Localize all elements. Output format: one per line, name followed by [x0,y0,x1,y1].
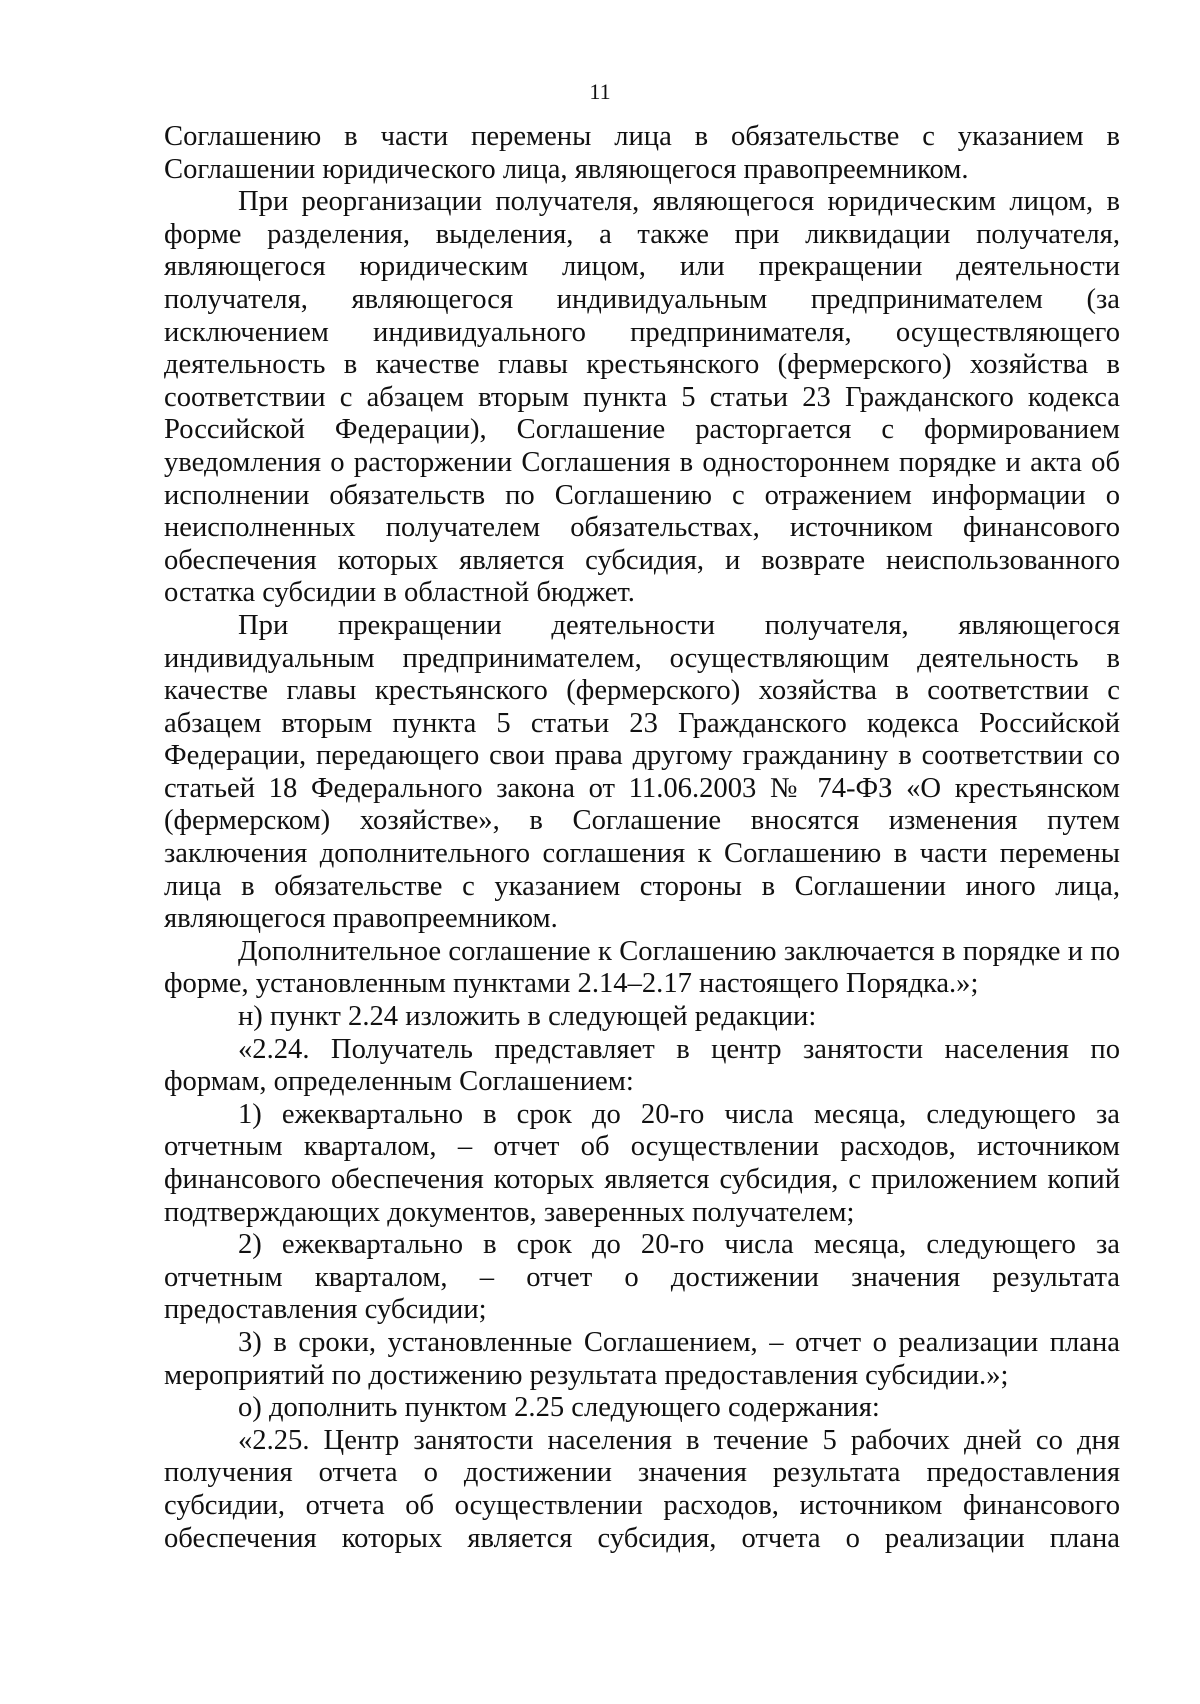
page-number: 11 [589,79,611,104]
paragraph-reorganization: При реорганизации получателя, являющегося юридическим лицом, в форме разделения, выделения, а также при ликвидации получателя, являющегося юридическим лицом, или прекращении деятельности получателя, являющегося индивидуальным предпринимателем (за исключением индивидуального предпринимателя, осуществляющего деятельность в качестве главы крестьянского (фермерского) хозяйства в соответствии с абзацем вторым пункта 5 статьи 23 Гражданского кодекса Российской Федерации), Соглашение расторгается с формированием уведомления о расторжении Соглашения в одностороннем порядке и акта об исполнении обязательств по Соглашению с отражением информации о неисполненных получателем обязательствах, источником финансового обеспечения которых является субсидия, и возврате неиспользованного остатка субсидии в областной бюджет. [164,186,1120,609]
paragraph-continuation: Соглашению в части перемены лица в обязательстве с указанием в Соглашении юридического лица, являющегося правопреемником. [164,121,1120,185]
list-item-3: 3) в сроки, установленные Соглашением, – отчет о реализации плана мероприятий по достижению результата предоставления субсидии.»; [164,1326,1120,1391]
paragraph-2-24: «2.24. Получатель представляет в центр занятости населения по формам, определенным Соглашением: [164,1033,1120,1098]
paragraph-item-o: о) дополнить пунктом 2.25 следующего содержания: [238,1392,880,1424]
paragraph-additional-agreement: Дополнительное соглашение к Соглашению заключается в порядке и по форме, установленным пунктами 2.14–2.17 настоящего Порядка.»; [164,935,1120,1000]
document-body [164,121,1120,1555]
list-item-2: 2) ежеквартально в срок до 20-го числа месяца, следующего за отчетным кварталом, – отчет о достижении значения результата предоставления субсидии; [164,1229,1120,1326]
paragraph-2-25: «2.25. Центр занятости населения в течение 5 рабочих дней со дня получения отчета о достижении значения результата предоставления субсидии, отчета об осуществлении расходов, источником финансового обеспечения которых является субсидия, отчета о реализации плана [164,1424,1120,1554]
paragraph-termination: При прекращении деятельности получателя, являющегося индивидуальным предпринимателем, осуществляющим деятельность в качестве главы крестьянского (фермерского) хозяйства в соответствии с абзацем вторым пункта 5 статьи 23 Гражданского кодекса Российской Федерации, передающего свои права другому гражданину в соответствии со статьей 18 Федерального закона от 11.06.2003 № 74-ФЗ «О крестьянском (фермерском) хозяйстве», в Соглашение вносятся изменения путем заключения дополнительного соглашения к Соглашению в части перемены лица в обязательстве с указанием стороны в Соглашении иного лица, являющегося правопреемником. [164,609,1120,935]
list-item-1: 1) ежеквартально в срок до 20-го числа месяца, следующего за отчетным кварталом, – отчет об осуществлении расходов, источником финансового обеспечения которых является субсидия, с приложением копий подтверждающих документов, заверенных получателем; [164,1098,1120,1228]
paragraph-item-n: н) пункт 2.24 изложить в следующей редакции: [238,1001,817,1033]
